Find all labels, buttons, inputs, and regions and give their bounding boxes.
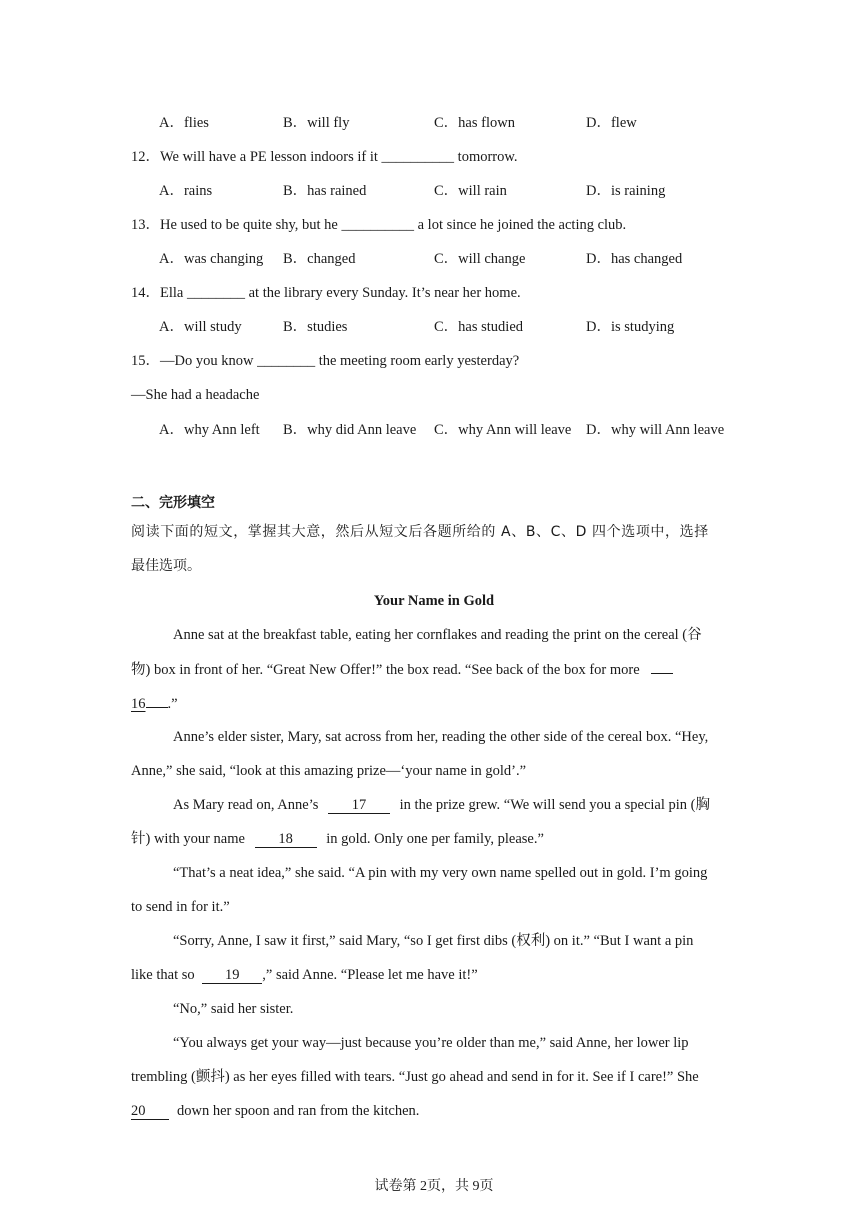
q13-stem: 13．He used to be quite shy, but he __________ a lot since he joined the acting club. <box>131 217 627 233</box>
passage-text: ,” said Anne. “Please let me have it!” <box>262 967 478 983</box>
passage-title: Your Name in Gold <box>373 593 495 609</box>
q15-option-c: C．why Ann will leave <box>434 422 572 438</box>
passage-line <box>131 1101 419 1121</box>
passage-text: in gold. Only one per family, please.” <box>326 831 544 847</box>
passage-line: Anne’s elder sister, Mary, sat across from her, reading the other side of the cereal box. “Hey, <box>173 729 709 745</box>
q13-option-b: B．changed <box>283 251 356 267</box>
blank-20 <box>131 1103 169 1120</box>
passage-line: “No,” said her sister. <box>173 1001 294 1017</box>
q14-option-d: D．is studying <box>586 319 675 335</box>
blank-17-number: 17 <box>351 797 367 813</box>
section-instruction-line2: 最佳选项。 <box>131 558 201 574</box>
q11-option-a: A．flies <box>159 115 209 131</box>
blank-19-number: 19 <box>225 967 240 983</box>
blank-20-number: 20 <box>131 1103 146 1119</box>
passage-line: “Sorry, Anne, I saw it first,” said Mary, “so I get first dibs (权利) on it.” “But I want a pin <box>173 933 694 949</box>
q14-option-c: C．has studied <box>434 319 524 335</box>
q12-option-a: A．rains <box>159 183 213 199</box>
passage-text: down her spoon and ran from the kitchen. <box>177 1103 420 1119</box>
q15-option-d: D．why will Ann leave <box>586 422 725 438</box>
blank-18-number: 18 <box>278 831 293 847</box>
passage-line: “You always get your way—just because you’re older than me,” said Anne, her lower lip <box>173 1035 689 1051</box>
blank-18 <box>255 831 317 848</box>
passage-line <box>131 693 178 714</box>
q14-option-b: B．studies <box>283 319 348 335</box>
q14-option-a: A．will study <box>159 319 242 335</box>
q13-option-a: A．was changing <box>159 251 264 267</box>
page-footer: 试卷第 2页，共 9页 <box>374 1179 494 1194</box>
q15-option-a: A．why Ann left <box>159 422 260 438</box>
passage-text: 物) box in front of her. “Great New Offer!” the box read. “See back of the box for more <box>131 662 640 678</box>
q13-option-c: C．will change <box>434 251 526 267</box>
q15-reply: —She had a headache <box>131 387 260 403</box>
blank-16-punct: .” <box>167 696 178 712</box>
passage-line: Anne sat at the breakfast table, eating her cornflakes and reading the print on the cereal (谷 <box>173 627 702 643</box>
passage-text: like that so <box>131 967 195 983</box>
passage-line: to send in for it.” <box>131 899 230 915</box>
q15-stem: 15．—Do you know ________ the meeting room early yesterday? <box>131 353 520 369</box>
passage-text: in the prize grew. “We will send you a special pin (胸 <box>399 797 710 813</box>
q12-option-d: D．is raining <box>586 183 666 199</box>
q12-option-b: B．has rained <box>283 183 367 199</box>
passage-line: trembling (颤抖) as her eyes filled with tears. “Just go ahead and send in for it. See if I care!” She <box>131 1069 699 1085</box>
q13-option-d: D．has changed <box>586 251 683 267</box>
passage-line <box>131 659 673 680</box>
passage-text: As Mary read on, Anne’s <box>173 797 319 813</box>
passage-line <box>131 965 478 985</box>
blank-16: 16 <box>131 696 146 712</box>
section-heading: 二、完形填空 <box>131 495 215 511</box>
q14-stem: 14．Ella ________ at the library every Sunday. It’s near her home. <box>131 285 521 301</box>
q11-option-b: B．will fly <box>283 115 350 131</box>
blank-17 <box>328 797 390 814</box>
q11-option-d: D．flew <box>586 115 637 131</box>
passage-line: “That’s a neat idea,” she said. “A pin with my very own name spelled out in gold. I’m going <box>173 865 708 881</box>
passage-line <box>131 829 544 849</box>
q15-option-b: B．why did Ann leave <box>283 422 417 438</box>
q12-stem: 12．We will have a PE lesson indoors if it __________ tomorrow. <box>131 149 518 165</box>
blank-19 <box>202 967 262 984</box>
passage-line <box>173 795 710 815</box>
q11-option-c: C．has flown <box>434 115 515 131</box>
passage-line: Anne,” she said, “look at this amazing prize—‘your name in gold’.” <box>131 763 527 779</box>
q12-option-c: C．will rain <box>434 183 507 199</box>
blank-16-lead <box>651 659 673 674</box>
blank-16-tail <box>146 693 168 708</box>
passage-text: 针) with your name <box>131 831 245 847</box>
section-instruction-line1: 阅读下面的短文，掌握其大意，然后从短文后各题所给的 A、B、C、D 四个选项中，选择 <box>131 524 709 540</box>
